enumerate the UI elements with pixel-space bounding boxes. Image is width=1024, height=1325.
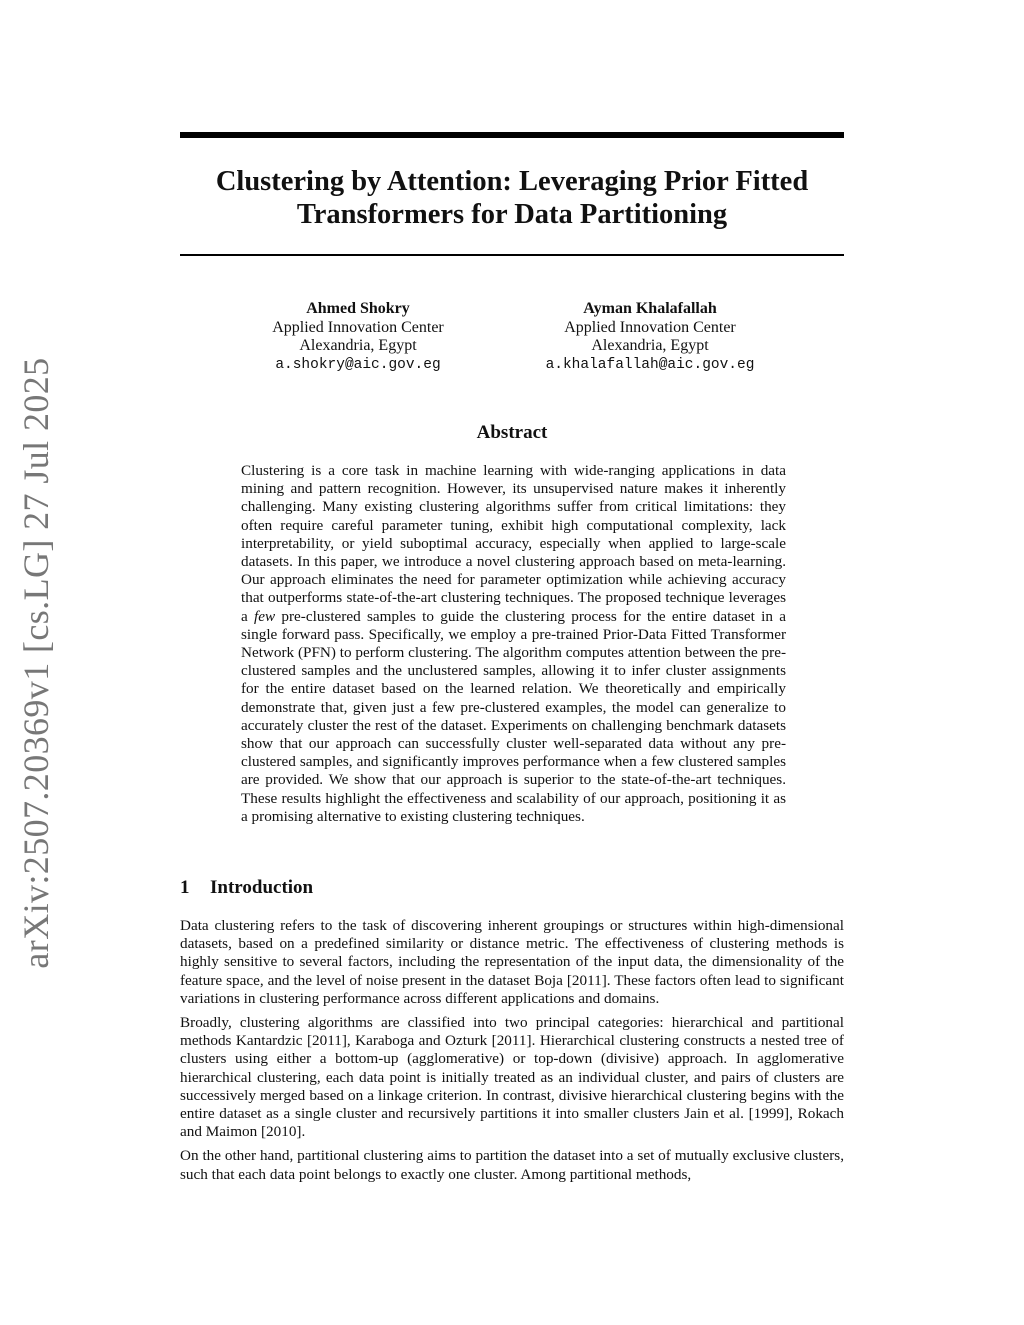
section-body <box>180 917 844 1190</box>
abstract-part-1: Clustering is a core task in machine learning with wide-ranging applications in data mining and pattern recognition. However, its unsupervised nature makes it inherently challenging. Many existing clustering algorithms suffer from critical limitations: they often require careful parameter tuning, exhibit high computational complexity, lack interpretability, or yield suboptimal accuracy, especially when applied to large-scale datasets. In this paper, we introduce a novel clustering approach based on meta-learning. Our approach eliminates the need for parameter optimization while achieving accuracy that outperforms state-of-the-art clustering techniques. The proposed technique leverages a <box>241 462 786 625</box>
author-name: Ahmed Shokry <box>306 300 410 317</box>
body-paragraph: Broadly, clustering algorithms are classified into two principal categories: hierarchical and partitional methods Kantardzic [2011], Karaboga and Ozturk [2011]. Hierarchical clustering constructs a nested tree of clusters using either a bottom-up (agglomerative) or top-down (divisive) approach. In agglomerative hierarchical clustering, each data point is initially treated as an individual cluster, and pairs of clusters are successively merged based on a linkage criterion. In contrast, divisive hierarchical clustering begins with the entire dataset as a single cluster and recursively partitions it into smaller clusters Jain et al. [1999], Rokach and Maimon [2010]. <box>180 1014 844 1141</box>
author-block-2 <box>500 300 800 374</box>
author-location: Alexandria, Egypt <box>591 337 709 354</box>
author-location: Alexandria, Egypt <box>299 337 417 354</box>
arxiv-identifier: arXiv:2507.20369v1 [cs.LG] 27 Jul 2025 <box>16 357 56 969</box>
title-rule-bottom <box>180 254 844 256</box>
author-email: a.khalafallah@aic.gov.eg <box>545 356 755 373</box>
author-block-1 <box>208 300 508 374</box>
paper-title-line-1: Clustering by Attention: Leveraging Prior Fitted <box>215 166 809 197</box>
title-rule-top <box>180 132 844 138</box>
body-paragraph: Data clustering refers to the task of discovering inherent groupings or structures within high-dimensional datasets, based on a predefined similarity or distance metric. The effectiveness of clustering methods is highly sensitive to several factors, including the representation of the input data, the dimensionality of the feature space, and the level of noise present in the dataset Boja [2011]. These factors often lead to significant variations in clustering performance across different applications and domains. <box>180 917 844 1007</box>
author-name: Ayman Khalafallah <box>583 300 717 317</box>
abstract-part-2: pre-clustered samples to guide the clustering process for the entire dataset in a single forward pass. Specifically, we employ a pre-trained Prior-Data Fitted Transformer Network (PFN) to perform clustering. The algorithm computes attention between the pre-clustered samples and the unclustered samples, allowing it to infer cluster assignments for the entire dataset based on the learned relation. We theoretically and empirically demonstrate that, given just a few pre-clustered examples, the model can generalize to accurately cluster the rest of the dataset. Experiments on challenging benchmark datasets show that our approach can successfully cluster well-separated data without any pre-clustered samples, and significantly improves performance when a few clustered samples are provided. We show that our approach is superior to the state-of-the-art techniques. These results highlight the effectiveness and scalability of our approach, positioning it as a promising alternative to existing clustering techniques. <box>241 607 786 825</box>
author-email: a.shokry@aic.gov.eg <box>275 356 441 373</box>
arxiv-identifier-sidebar <box>8 357 64 969</box>
section-title: Introduction <box>210 877 314 898</box>
paper-title <box>180 165 844 231</box>
section-number: 1 <box>180 877 190 898</box>
body-paragraph: On the other hand, partitional clustering aims to partition the dataset into a set of mutually exclusive clusters, such that each data point belongs to exactly one cluster. Among partitional methods, <box>180 1147 844 1183</box>
abstract-emphasis: few <box>254 607 276 625</box>
author-affiliation: Applied Innovation Center <box>564 318 736 336</box>
abstract-heading: Abstract <box>476 422 548 443</box>
author-affiliation: Applied Innovation Center <box>272 318 444 336</box>
section-heading <box>180 877 313 899</box>
abstract-text <box>241 462 786 826</box>
paper-title-line-2: Transformers for Data Partitioning <box>296 199 728 230</box>
